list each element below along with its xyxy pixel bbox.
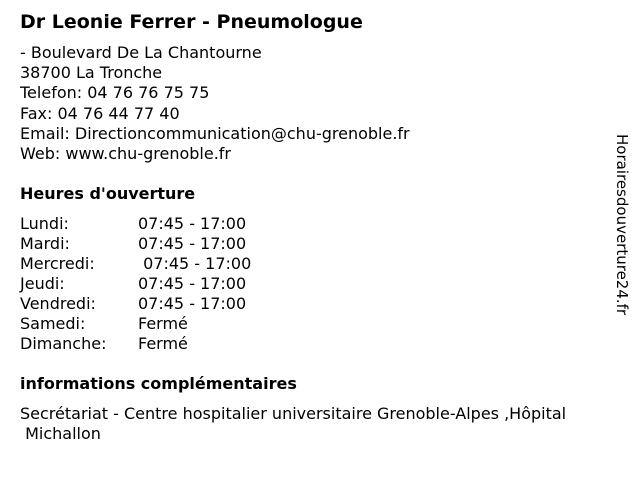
additional-info-text [20, 404, 620, 444]
email-address: Email: Directioncommunication@chu-grenoble.fr [20, 123, 410, 143]
day-label: Mardi: [20, 234, 70, 253]
time-value: 07:45 - 17:00 [138, 254, 252, 273]
website-address: Web: www.chu-grenoble.fr [20, 143, 231, 163]
hours-row-saturday [20, 314, 420, 334]
site-brand-watermark: Horairesdouverture24.fr [613, 134, 631, 316]
time-value: Fermé [138, 314, 188, 333]
day-label: Lundi: [20, 214, 69, 233]
hours-row-thursday [20, 274, 420, 294]
hours-row-friday [20, 294, 420, 314]
hours-row-tuesday [20, 234, 420, 254]
day-label: Vendredi: [20, 294, 96, 313]
day-label: Dimanche: [20, 334, 107, 353]
fax-number: Fax: 04 76 44 77 40 [20, 103, 180, 123]
time-value: Fermé [138, 334, 188, 353]
time-value: 07:45 - 17:00 [138, 294, 247, 313]
phone-number: Telefon: 04 76 76 75 75 [20, 83, 210, 103]
contact-block [20, 43, 410, 164]
time-value: 07:45 - 17:00 [138, 234, 247, 253]
hours-row-wednesday [20, 254, 420, 274]
day-label: Samedi: [20, 314, 86, 333]
opening-hours-table [20, 214, 420, 354]
time-value: 07:45 - 17:00 [138, 274, 247, 293]
hours-row-sunday [20, 334, 420, 354]
time-value: 07:45 - 17:00 [138, 214, 247, 233]
day-label: Mercredi: [20, 254, 95, 273]
additional-info-line: Michallon [20, 424, 101, 443]
hours-row-monday [20, 214, 420, 234]
additional-info-heading: informations complémentaires [20, 374, 297, 393]
opening-hours-heading: Heures d'ouverture [20, 184, 196, 203]
day-label: Jeudi: [20, 274, 65, 293]
page-title: Dr Leonie Ferrer - Pneumologue [20, 11, 363, 33]
additional-info-line: Secrétariat - Centre hospitalier universitaire Grenoble-Alpes ,Hôpital [20, 404, 567, 423]
city-address: 38700 La Tronche [20, 63, 163, 83]
street-address: - Boulevard De La Chantourne [20, 43, 262, 62]
